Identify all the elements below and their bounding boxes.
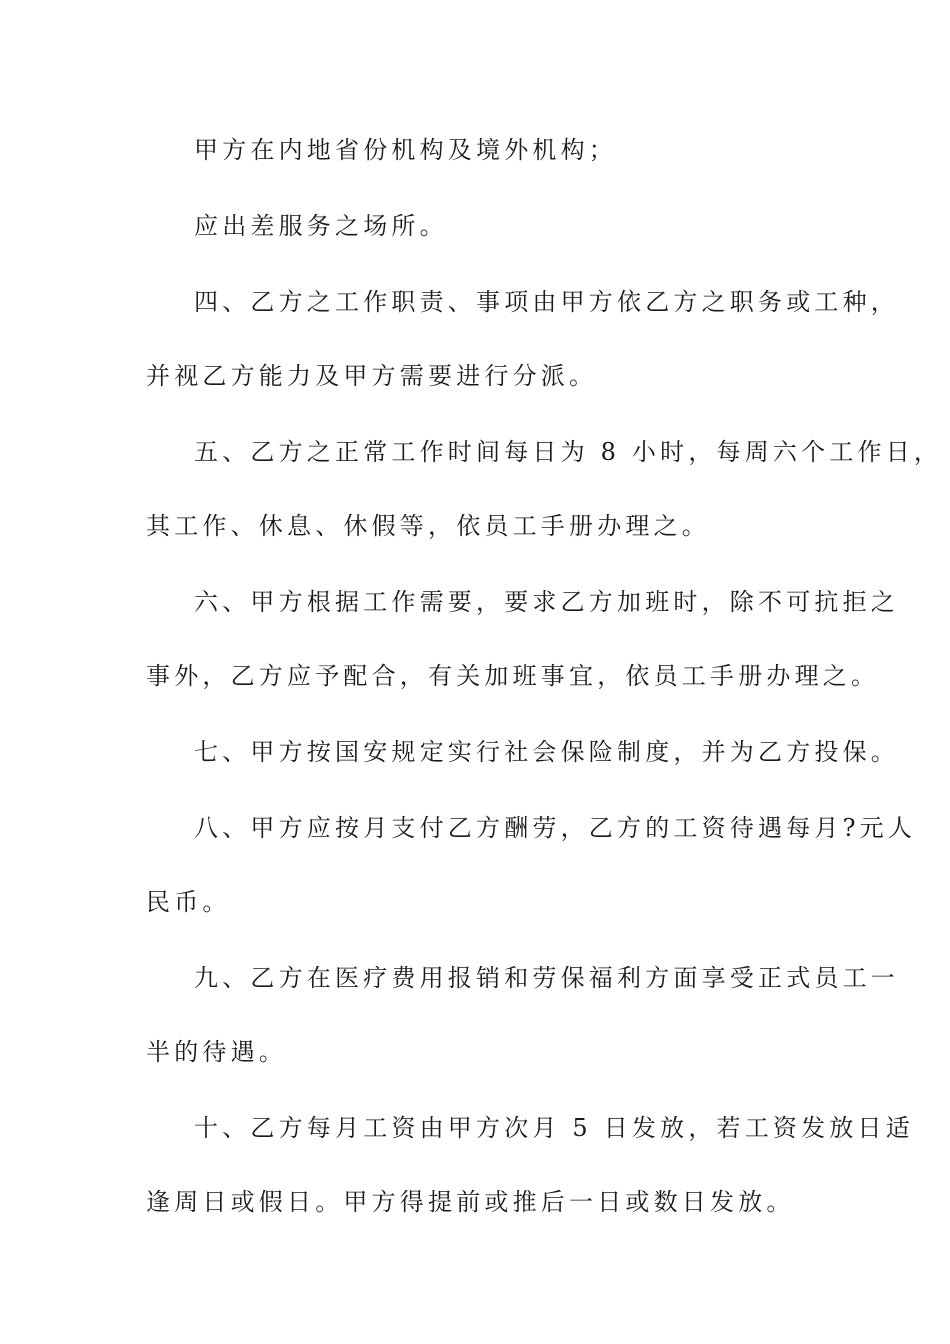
- clause-6-line-1: 六、甲方根据工作需要，要求乙方加班时，除不可抗拒之: [194, 588, 899, 616]
- clause-5-line-1: 五、乙方之正常工作时间每日为 8 小时，每周六个工作日，: [194, 438, 943, 466]
- clause-9-line-2: 半的待遇。: [146, 1038, 287, 1066]
- clause-10-line-2: 逢周日或假日。甲方得提前或推后一日或数日发放。: [146, 1188, 795, 1216]
- clause-7-line-1: 七、甲方按国安规定实行社会保险制度，并为乙方投保。: [194, 738, 899, 766]
- clause-10-line-1: 十、乙方每月工资由甲方次月 5 日发放，若工资发放日适: [194, 1114, 914, 1142]
- clause-6-line-2: 事外，乙方应予配合，有关加班事宜，依员工手册办理之。: [146, 662, 880, 690]
- clause-8-line-2: 民币。: [146, 888, 231, 916]
- text-line: 甲方在内地省份机构及境外机构；: [194, 136, 617, 164]
- clause-4-line-2: 并视乙方能力及甲方需要进行分派。: [146, 362, 598, 390]
- clause-9-line-1: 九、乙方在医疗费用报销和劳保福利方面享受正式员工一: [194, 964, 899, 992]
- clause-5-line-2: 其工作、休息、休假等，依员工手册办理之。: [146, 512, 710, 540]
- clause-8-line-1: 八、甲方应按月支付乙方酬劳，乙方的工资待遇每月?元人: [194, 814, 917, 842]
- clause-4-line-1: 四、乙方之工作职责、事项由甲方依乙方之职务或工种，: [194, 288, 899, 316]
- text-line: 应出差服务之场所。: [194, 212, 448, 240]
